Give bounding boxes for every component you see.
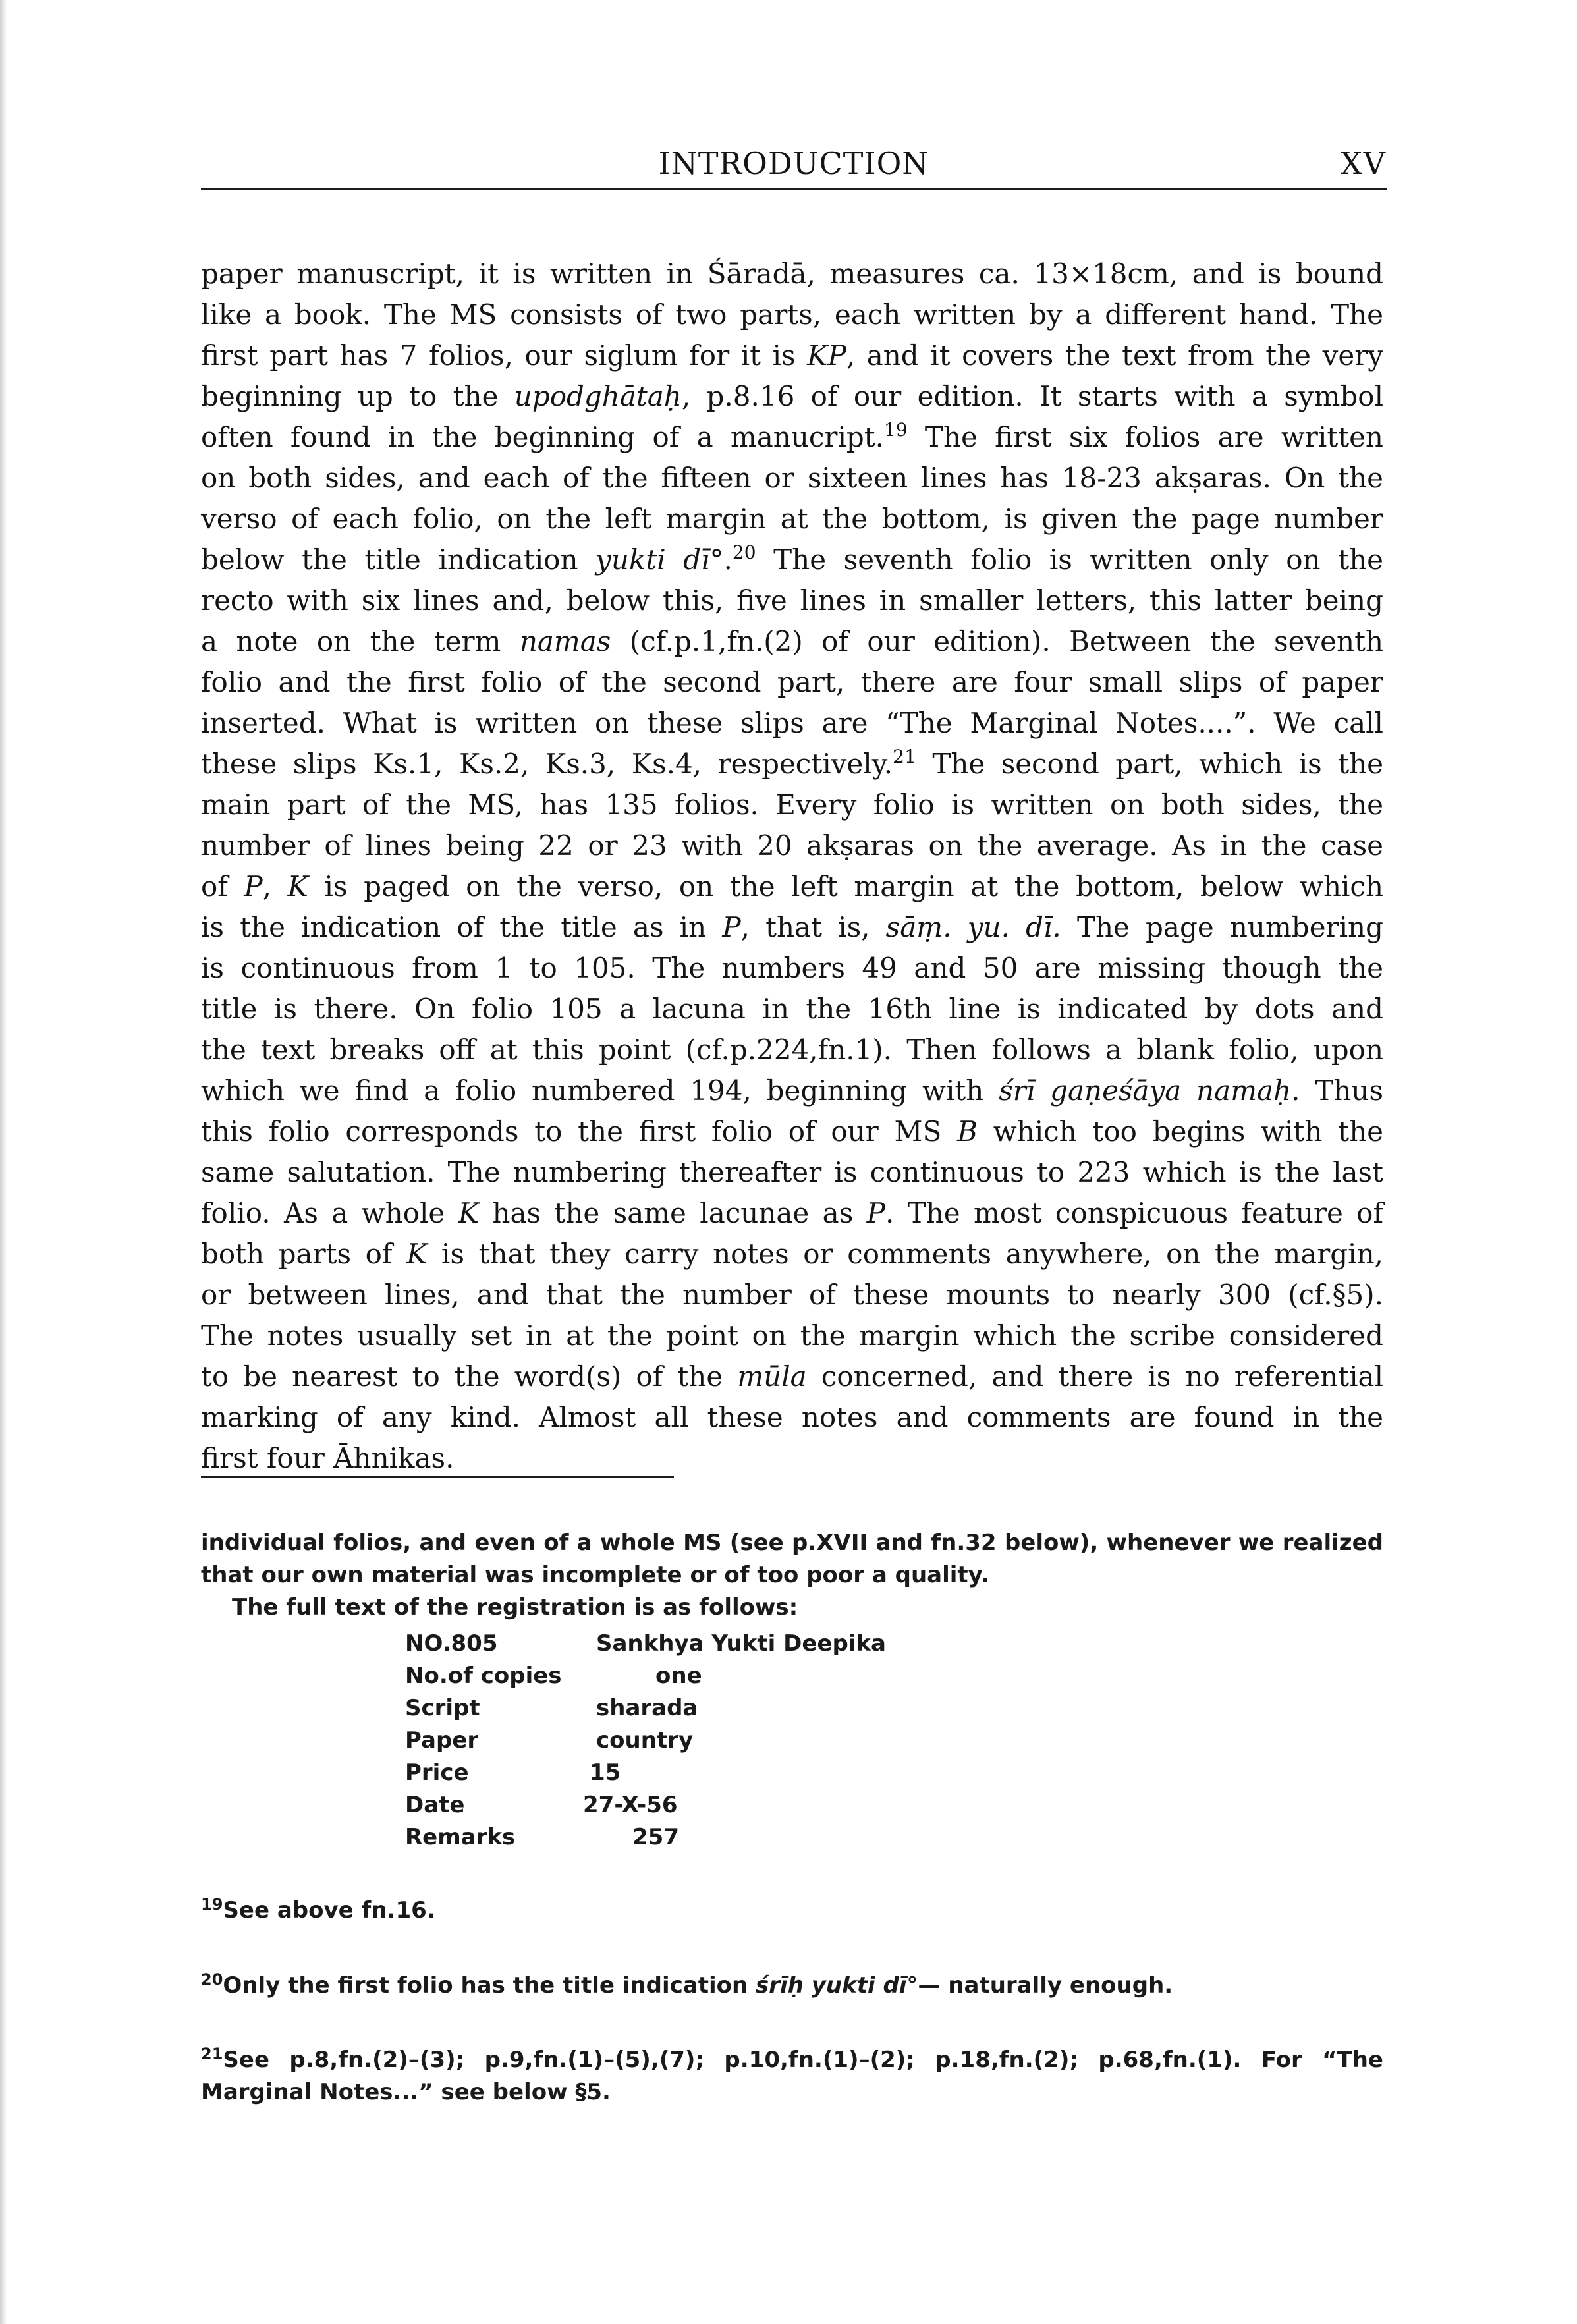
text-line: The notes usually set in at the point on the margin which the scribe considered <box>201 1319 1383 1352</box>
text-line: a note on the term namas (cf.p.1,fn.(2) of our edition). Between the seventh <box>201 625 1383 657</box>
text-line: the text breaks off at this point (cf.p.224,fn.1). Then follows a blank folio, upon <box>201 1034 1383 1066</box>
table-row: Price 15 <box>405 1759 621 1786</box>
table-row: NO.805 Sankhya Yukti Deepika <box>405 1630 886 1657</box>
text-line: paper manuscript, it is written in Śāradā, measures ca. 13×18cm, and is bound <box>201 258 1383 290</box>
text-line: which we find a folio numbered 194, beginning with śrī gaṇeśāya namaḥ. Thus <box>201 1074 1383 1107</box>
text-line: often found in the beginning of a manucript.$^{19}$ The first six folios are written <box>201 419 1383 453</box>
note-line: The full text of the registration is as follows: <box>232 1594 798 1620</box>
text-line: main part of the MS, has 135 folios. Every folio is written on both sides, the <box>201 788 1383 821</box>
text-line: verso of each folio, on the left margin at the bottom, is given the page number <box>201 503 1383 535</box>
table-row: Date 27-X-56 <box>405 1791 678 1818</box>
table-row: Remarks 257 <box>405 1823 679 1850</box>
text-line: number of lines being 22 or 23 with 20 akṣaras on the average. As in the case <box>201 829 1383 862</box>
text-line: is continuous from 1 to 105. The numbers 49 and 50 are missing though the <box>201 952 1383 984</box>
text-line: title is there. On folio 105 a lacuna in the 16th line is indicated by dots and <box>201 993 1383 1025</box>
text-line: beginning up to the upodghātaḥ, p.8.16 of our edition. It starts with a symbol <box>201 380 1384 412</box>
running-header <box>201 142 1387 190</box>
footnote-20: $^{20}$Only the first folio has the title indication śrīḥ yukti dī°— naturally enough. <box>201 1970 1173 1999</box>
text-line: this folio corresponds to the first folio of our MS B which too begins with the <box>201 1115 1383 1148</box>
note-line: that our own material was incomplete or of too poor a quality. <box>201 1562 989 1588</box>
main-text <box>201 254 1383 1479</box>
table-row: Paper country <box>405 1727 694 1754</box>
text-line: of P, K is paged on the verso, on the left margin at the bottom, below which <box>201 870 1384 902</box>
page-edge-shadow <box>0 0 7 2324</box>
text-line: first part has 7 folios, our siglum for it is KP, and it covers the text from the very <box>201 339 1383 372</box>
table-row: Script sharada <box>405 1694 698 1721</box>
footnote-ref-21: 21 <box>893 746 916 767</box>
text-line: below the title indication yukti dī°.$^{20}$ The seventh folio is written only on the <box>201 541 1383 576</box>
footnote-19: $^{19}$See above fn.16. <box>201 1895 435 1923</box>
text-line: inserted. What is written on these slips are “The Marginal Notes....”. We call <box>201 707 1383 739</box>
footnote-21: $^{21}$See p.8,fn.(2)–(3); p.9,fn.(1)–(5),(7); p.10,fn.(1)–(2); p.18,fn.(2); p.68,fn.(1). For “The Marginal Notes...” see below §5. <box>201 2045 1383 2105</box>
footnote-ref-20: 20 <box>732 541 756 563</box>
text-line: to be nearest to the word(s) of the mūla concerned, and there is no referential <box>201 1360 1383 1393</box>
text-line: folio. As a whole K has the same lacunae as P. The most conspicuous feature of <box>201 1197 1384 1229</box>
text-line: first four Āhnikas. <box>201 1442 455 1474</box>
note-line: individual folios, and even of a whole MS (see p.XVII and fn.32 below), whenever we realized <box>201 1530 1383 1556</box>
text-line: on both sides, and each of the fifteen or sixteen lines has 18-23 akṣaras. On the <box>201 462 1383 494</box>
text-line: folio and the first folio of the second part, there are four small slips of paper <box>201 666 1383 698</box>
text-line: marking of any kind. Almost all these notes and comments are found in the <box>201 1401 1383 1433</box>
footnote-divider <box>201 1476 674 1478</box>
text-line: like a book. The MS consists of two parts, each written by a different hand. The <box>201 298 1383 331</box>
text-line: is the indication of the title as in P, that is, sāṃ. yu. dī. The page numbering <box>201 911 1383 943</box>
text-line: same salutation. The numbering thereafter is continuous to 223 which is the last <box>201 1156 1383 1188</box>
text-line: both parts of K is that they carry notes or comments anywhere, on the margin, <box>201 1238 1384 1270</box>
footnote-ref-19: 19 <box>884 419 908 441</box>
page-number: XV <box>1341 146 1387 181</box>
table-row: No.of copies one <box>405 1662 702 1689</box>
continued-footnote <box>201 1527 1383 1624</box>
registration-table <box>405 1627 886 1853</box>
text-line: these slips Ks.1, Ks.2, Ks.3, Ks.4, respectively.$^{21}$ The second part, which is the <box>201 746 1383 780</box>
text-line: recto with six lines and, below this, five lines in smaller letters, this latter being <box>201 584 1383 617</box>
header-title: INTRODUCTION <box>658 146 929 181</box>
text-line: or between lines, and that the number of these mounts to nearly 300 (cf.§5). <box>201 1279 1383 1311</box>
